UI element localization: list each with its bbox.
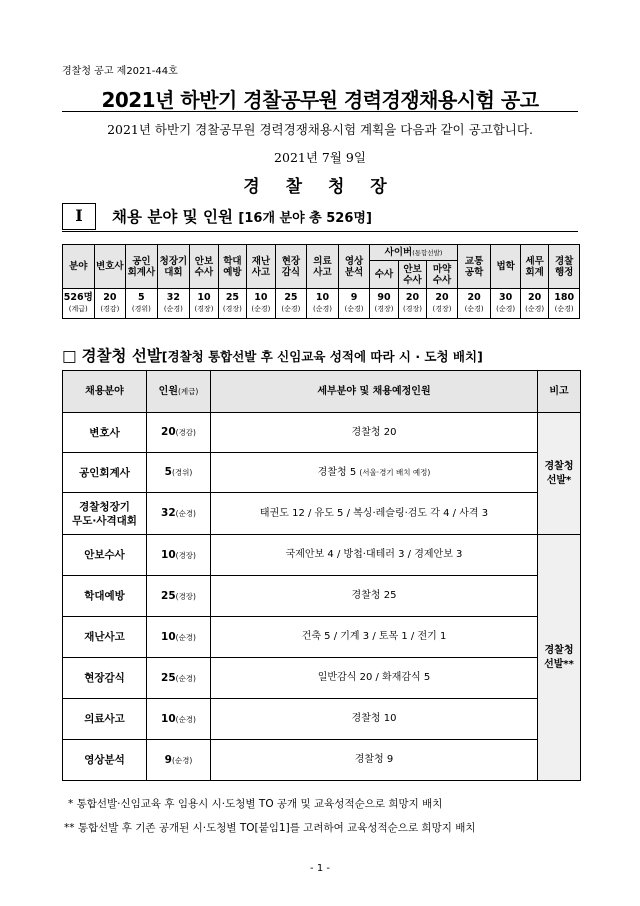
table-row <box>63 535 581 576</box>
summary-count-cell: 5 (경위) <box>126 289 158 319</box>
table-row <box>63 413 581 453</box>
detail-spec-cell: 건축 5 / 기계 3 / 토목 1 / 전기 1 <box>211 617 538 658</box>
summary-count-cell: 20 (경감) <box>94 289 126 319</box>
detail-header-count: 인원(계급) <box>147 371 211 413</box>
summary-count-cell: 32 (순경) <box>157 289 190 319</box>
detail-count-cell: 5(경위) <box>147 453 211 493</box>
summary-cyber-sub-header: 수사 <box>370 261 398 289</box>
summary-cyber-header: 사이버(통합선발) <box>370 245 458 261</box>
summary-total-cell: 526명 (계급) <box>63 289 95 319</box>
intro-text: 2021년 하반기 경찰공무원 경력경쟁채용시험 계획을 다음과 같이 공고합니다. <box>107 122 533 137</box>
summary-col-header: 영상 분석 <box>338 245 370 289</box>
summary-col-header: 청장기 대회 <box>157 245 190 289</box>
summary-count-cell: 90 (경장) <box>370 289 398 319</box>
subsection-title-text: 경찰청 선발 <box>81 347 162 365</box>
summary-col-header: 공인 회계사 <box>126 245 158 289</box>
summary-col-header: 의료 사고 <box>307 245 339 289</box>
checkbox-square-icon: □ <box>62 347 77 365</box>
summary-col-header: 교통 공학 <box>457 245 491 289</box>
section-title <box>112 205 372 227</box>
detail-count-cell: 32(순경) <box>147 493 211 535</box>
summary-count-cell: 20 (순경) <box>520 289 548 319</box>
summary-count-cell: 9 (순경) <box>338 289 370 319</box>
footnote-double: ** 통합선발 후 기존 공개된 시·도청별 TO[붙임1]를 고려하여 교육성적순으로 희망지 배치 <box>64 822 476 834</box>
detail-field-cell: 현장감식 <box>63 658 147 699</box>
footnote-single: * 통합선발·신임교육 후 임용시 시·도청별 TO 공개 및 교육성적순으로 희망지 배치 <box>68 798 443 810</box>
detail-header-remark: 비고 <box>538 371 581 413</box>
summary-col-header: 경찰 행정 <box>549 245 580 289</box>
detail-spec-cell: 태권도 12 / 유도 5 / 복싱·레슬링·검도 각 4 / 사격 3 <box>211 493 538 535</box>
summary-col-header: 현장 감식 <box>275 245 307 289</box>
detail-table <box>62 370 581 781</box>
summary-cyber-sub-header: 마약 수사 <box>427 261 458 289</box>
table-row <box>63 453 581 493</box>
detail-count-cell: 25(순경) <box>147 658 211 699</box>
detail-field-cell: 의료사고 <box>63 699 147 740</box>
table-row <box>63 740 581 781</box>
summary-count-cell: 180 (순경) <box>549 289 580 319</box>
table-row <box>63 576 581 617</box>
detail-field-cell: 학대예방 <box>63 576 147 617</box>
detail-spec-cell: 경찰청 5 (서울·경기 배치 예정) <box>211 453 538 493</box>
subsection-title <box>62 344 483 366</box>
summary-col-header: 법학 <box>491 245 521 289</box>
subsection-note: [경찰청 통합선발 후 신임교육 성적에 따라 시 · 도청 배치] <box>161 349 483 364</box>
document-number: 경찰청 공고 제2021-44호 <box>62 66 178 77</box>
detail-field-cell: 경찰청장기 무도·사격대회 <box>63 493 147 535</box>
detail-field-cell: 안보수사 <box>63 535 147 576</box>
section-divider <box>62 231 578 232</box>
summary-col-header: 세무 회계 <box>520 245 548 289</box>
page-title: 2021년 하반기 경찰공무원 경력경쟁채용시험 공고 <box>101 88 539 112</box>
detail-count-cell: 9(순경) <box>147 740 211 781</box>
summary-col-header: 안보 수사 <box>190 245 218 289</box>
summary-count-cell: 25 (경장) <box>218 289 246 319</box>
summary-col-header: 변호사 <box>94 245 126 289</box>
detail-spec-cell: 경찰청 10 <box>211 699 538 740</box>
section-number: I <box>62 203 96 230</box>
detail-spec-cell: 경찰청 9 <box>211 740 538 781</box>
issuing-organization: 경 찰 청 장 <box>243 177 397 197</box>
detail-count-cell: 20(경감) <box>147 413 211 453</box>
summary-count-cell: 20 (순경) <box>457 289 491 319</box>
table-row <box>63 493 581 535</box>
section-title-text: 채용 분야 및 인원 <box>112 208 234 226</box>
summary-count-cell: 25 (순경) <box>275 289 307 319</box>
table-row <box>63 699 581 740</box>
detail-count-cell: 10(순경) <box>147 699 211 740</box>
summary-count-cell: 10 (순경) <box>307 289 339 319</box>
title-divider <box>62 111 578 112</box>
detail-spec-cell: 경찰청 20 <box>211 413 538 453</box>
detail-field-cell: 영상분석 <box>63 740 147 781</box>
detail-spec-cell: 국제안보 4 / 방첩·대테러 3 / 경제안보 3 <box>211 535 538 576</box>
detail-field-cell: 공인회계사 <box>63 453 147 493</box>
table-row <box>63 617 581 658</box>
page-number: - 1 - <box>310 863 330 874</box>
summary-table <box>62 244 580 319</box>
detail-spec-cell: 경찰청 25 <box>211 576 538 617</box>
table-row <box>63 658 581 699</box>
summary-count-cell: 20 (경장) <box>398 289 426 319</box>
detail-count-cell: 10(경장) <box>147 535 211 576</box>
detail-field-cell: 재난사고 <box>63 617 147 658</box>
summary-count-cell: 30 (순경) <box>491 289 521 319</box>
detail-count-cell: 25(경장) <box>147 576 211 617</box>
detail-spec-cell: 일반감식 20 / 화재감식 5 <box>211 658 538 699</box>
detail-header-field: 채용분야 <box>63 371 147 413</box>
detail-remark-cell: 경찰청 선발* <box>538 413 581 535</box>
summary-col-header: 재난 사고 <box>247 245 275 289</box>
announcement-date: 2021년 7월 9일 <box>274 150 366 165</box>
detail-count-cell: 10(순경) <box>147 617 211 658</box>
summary-cyber-sub-header: 안보 수사 <box>398 261 426 289</box>
detail-remark-cell: 경찰청 선발** <box>538 535 581 781</box>
summary-count-cell: 20 (경장) <box>427 289 458 319</box>
summary-count-cell: 10 (순경) <box>247 289 275 319</box>
summary-col-header: 학대 예방 <box>218 245 246 289</box>
summary-field-header: 분야 <box>63 245 95 289</box>
summary-count-cell: 10 (경장) <box>190 289 218 319</box>
section-subtitle: [16개 분야 총 526명] <box>238 211 372 226</box>
detail-field-cell: 변호사 <box>63 413 147 453</box>
detail-header-detail: 세부분야 및 채용예정인원 <box>211 371 538 413</box>
